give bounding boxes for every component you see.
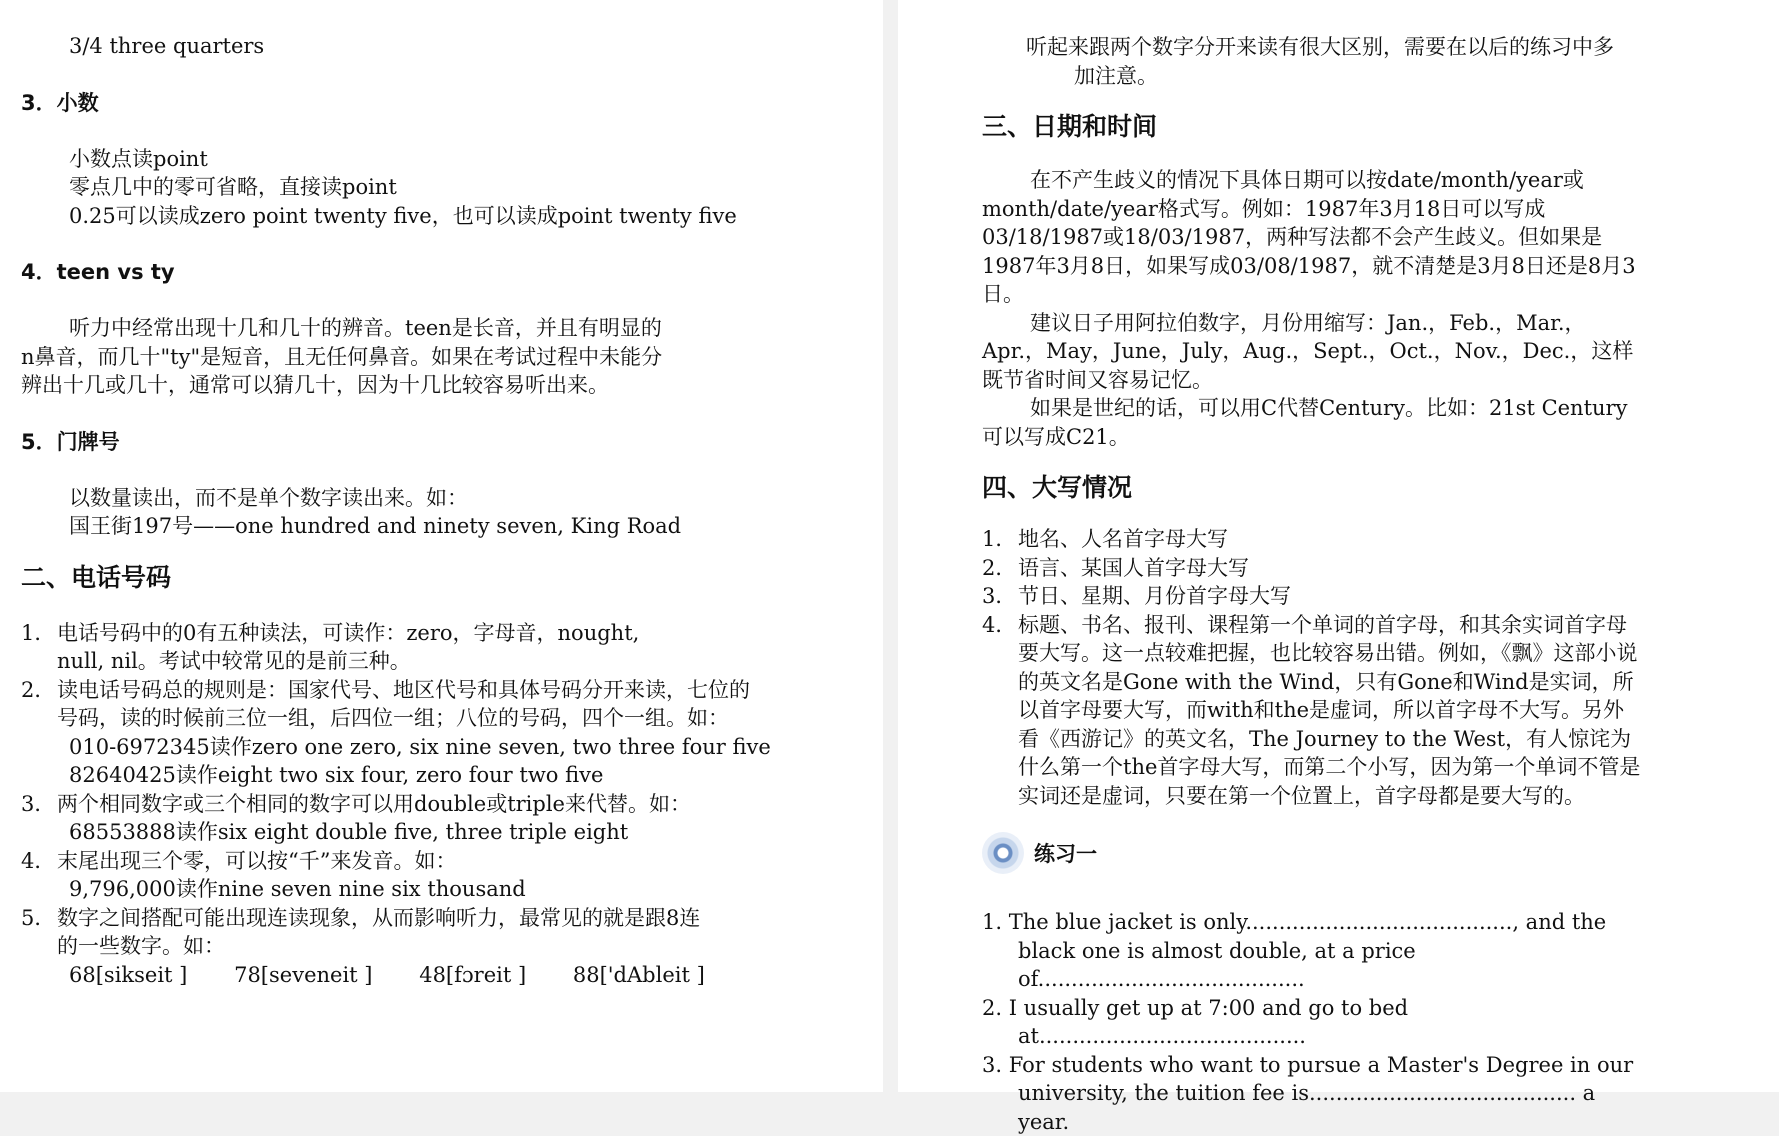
list-item: 2． 读电话号码总的规则是：国家代号、地区代号和具体号码分开来读，七位的号码，读的时候前三位一组，后四位一组；八位的号码，四个一组。如： 010-6972345读作zero one zero, six nine seven, two three four five 82640425读作eight two six four, zero four two five [21,676,681,790]
exercise-title: 练习一 [1034,838,1097,868]
continued-line: 加注意。 [1026,62,1765,91]
phone-example: 82640425读作eight two six four, zero four two five [57,761,771,790]
list-item: 1． 地名、人名首字母大写 [982,525,1642,554]
list-item: 4． 标题、书名、报刊、课程第一个单词的首字母，和其余实词首字母要大写。这一点较难把握，也比较容易出错。例如，《飘》这部小说的英文名是Gone with the Wind，只有Gone和Wind是实词，所以首字母要大写，而with和the是虚词，所以首字母不大写。另外看《西游记》的英文名，The Journey to the West，有人惊诧为什么第一个the首字母大写，而第二个小写，因为第一个单词不管是实词还是虚词，只要在第一个位置上，首字母都是要大写的。 [982,611,1642,811]
list-item: 2． 语言、某国人首字母大写 [982,554,1642,583]
heading-decimals: 3．小数 [21,89,873,117]
list-item: 4． 末尾出现三个零，可以按“千”来发音。如： 9,796,000读作nine seven nine six thousand [21,847,681,904]
phone-example: 9,796,000读作nine seven nine six thousand [57,875,681,904]
list-item: 3． 节日、星期、月份首字母大写 [982,582,1642,611]
exercise-question: 3. For students who want to pursue a Master's Degree in our university, the tuition fee is........................................ a year. [982,1051,1642,1136]
decimal-line: 零点几中的零可省略，直接读point [21,173,873,202]
phone-example: 68553888读作six eight double five, three triple eight [57,818,691,847]
house-number-line: 以数量读出，而不是单个数字读出来。如： [21,484,873,513]
decimal-line: 0.25可以读成zero point twenty five，也可以读成point twenty five [21,202,873,231]
heading-dates: 三、日期和时间 [982,110,1765,144]
phone-rules-list [21,619,681,990]
date-paragraph: 在不产生歧义的情况下具体日期可以按date/month/year或month/date/year格式写。例如：1987年3月18日可以写成03/18/1987或18/03/1987，两种写法都不会产生歧义。但如果是1987年3月8日，如果写成03/08/1987，就不清楚是3月8日还是8月3日。 [982,166,1637,309]
page-right [898,0,1779,1092]
decimal-line: 小数点读point [21,145,873,174]
fraction-example: 3/4 three quarters [21,32,873,61]
heading-phone-numbers: 二、电话号码 [21,561,873,595]
heading-capitalization: 四、大写情况 [982,471,1765,505]
page-left [0,0,883,1092]
exercise-header [982,832,1765,874]
phone-example: 010-6972345读作zero one zero, six nine seven, two three four five [57,733,771,762]
list-item: 1． 电话号码中的0有五种读法，可读作：zero，字母音，nought, null, nil。考试中较常见的是前三种。 [21,619,681,676]
disc-icon [982,832,1024,874]
phone-example: 68[sikseit ] 78[seveneit ] 48[fɔreit ] 88['dAbleit ] [57,961,705,990]
exercise-question: 1. The blue jacket is only........................................, and the black one is almost double, at a price of........................................ [982,908,1642,994]
date-paragraph: 如果是世纪的话，可以用C代替Century。比如：21st Century可以写成C21。 [982,394,1637,451]
list-item: 5． 数字之间搭配可能出现连读现象，从而影响听力，最常见的就是跟8连的一些数字。如： 68[sikseit ] 78[seveneit ] 48[fɔreit ] 88['dAbleit ] [21,904,681,990]
capitalization-list [982,525,1642,810]
list-item: 3． 两个相同数字或三个相同的数字可以用double或triple来代替。如： 68553888读作six eight double five, three triple eight [21,790,681,847]
heading-house-number: 5．门牌号 [21,428,873,456]
house-number-line: 国王街197号——one hundred and ninety seven, King Road [21,512,873,541]
teen-ty-paragraph: 听力中经常出现十几和几十的辨音。teen是长音，并且有明显的n鼻音，而几十"ty"是短音，且无任何鼻音。如果在考试过程中未能分辨出十几或几十，通常可以猜几十，因为十几比较容易听出来。 [21,314,671,400]
exercise-question: 2. I usually get up at 7:00 and go to bed at........................................ [982,994,1642,1051]
date-paragraph: 建议日子用阿拉伯数字，月份用缩写：Jan.，Feb.，Mar.，Apr.，May，June，July，Aug.，Sept.，Oct.，Nov.，Dec.，这样既节省时间又容易记忆。 [982,309,1637,395]
continued-line: 听起来跟两个数字分开来读有很大区别，需要在以后的练习中多 [1026,33,1765,62]
heading-teen-ty: 4．teen vs ty [21,258,873,286]
exercise-list [982,908,1642,1136]
